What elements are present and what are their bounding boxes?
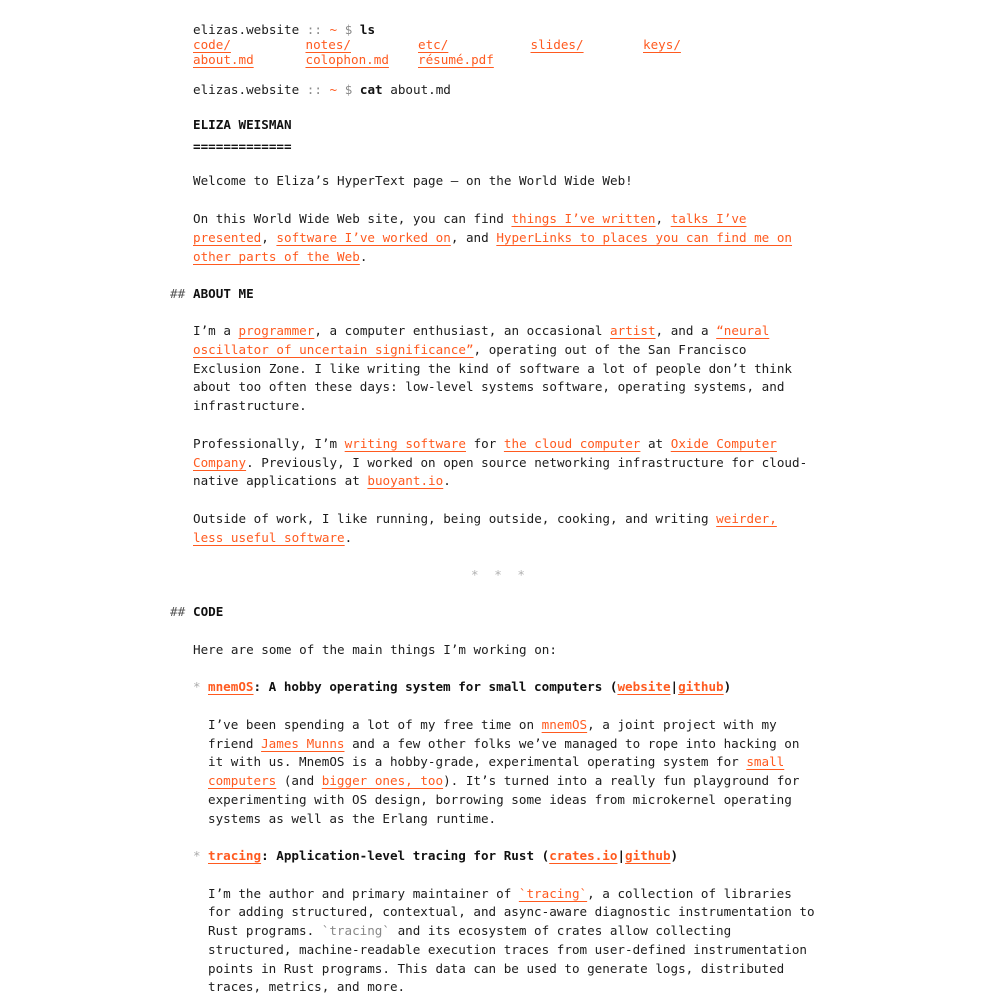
link-small-computers[interactable]: computers xyxy=(208,773,277,788)
link-talks-presented[interactable]: presented xyxy=(193,230,262,245)
about-p2-line-1 xyxy=(193,435,777,454)
prompt-dollar: $ xyxy=(344,22,353,37)
title-underline: ============= xyxy=(193,139,292,154)
mnemos-text: I’ve been spending a lot of my free time on xyxy=(208,717,542,732)
link-neural-oscillator[interactable]: oscillator of uncertain significance” xyxy=(193,342,474,357)
mnemos-text: (and xyxy=(276,773,322,788)
intro-line-3 xyxy=(193,248,367,267)
link-oxide-computer[interactable]: Oxide Computer xyxy=(670,436,777,451)
about-heading: ABOUT ME xyxy=(193,286,254,301)
prompt-tilde: ~ xyxy=(329,22,338,37)
heading-hash: ## xyxy=(170,604,186,619)
link-james-munns[interactable]: James Munns xyxy=(261,736,345,751)
about-text: native applications at xyxy=(193,473,368,488)
mnemos-body-line-5: experimenting with OS design, borrowing some ideas from microkernel operating xyxy=(208,792,792,807)
link-artist[interactable]: artist xyxy=(610,323,656,338)
page-title: ELIZA WEISMAN xyxy=(193,117,292,132)
about-text: , operating out of the San Francisco xyxy=(473,342,747,357)
code-heading-row xyxy=(0,603,1000,622)
tracing-text: Rust programs. xyxy=(208,923,322,938)
cat-argument: about.md xyxy=(390,82,451,97)
tracing-desc: : Application-level tracing for Rust ( xyxy=(261,848,550,863)
about-text: , a computer enthusiast, an occasional xyxy=(314,323,611,338)
link-small-computers[interactable]: small xyxy=(746,754,785,769)
file-link-colophon[interactable]: colophon.md xyxy=(305,52,389,67)
about-text: . Previously, I worked on open source networking infrastructure for cloud- xyxy=(246,455,808,470)
intro-text: On this World Wide Web site, you can find xyxy=(193,211,512,226)
code-heading: CODE xyxy=(193,604,224,619)
tracing-close-paren: ) xyxy=(670,848,679,863)
about-text: , and a xyxy=(655,323,717,338)
link-cloud-computer[interactable]: the cloud computer xyxy=(503,436,641,451)
mnemos-body-line-4 xyxy=(208,772,799,791)
code-intro: Here are some of the main things I’m working on: xyxy=(193,642,557,657)
mnemos-text: friend xyxy=(208,736,262,751)
about-text: at xyxy=(640,436,671,451)
tracing-body-line-5: points in Rust programs. This data can be used to generate logs, distributed xyxy=(208,961,785,976)
intro-line-1 xyxy=(193,210,747,229)
prompt-host: elizas.website xyxy=(193,82,300,97)
link-tracing[interactable]: tracing xyxy=(208,848,262,863)
link-hyperlinks-places[interactable]: HyperLinks to places you can find me on xyxy=(496,230,793,245)
link-tracing-crates-io[interactable]: crates.io xyxy=(549,848,618,863)
inline-code: `tracing` xyxy=(321,923,390,938)
prompt-host: elizas.website xyxy=(193,22,300,37)
tracing-body-line-1 xyxy=(208,885,792,904)
file-link-resume[interactable]: résumé.pdf xyxy=(418,52,494,67)
tracing-text: , a collection of libraries xyxy=(587,886,792,901)
tracing-text: and its ecosystem of crates allow collecting xyxy=(389,923,732,938)
about-p2-line-3 xyxy=(193,472,451,491)
mnemos-body-line-2 xyxy=(208,735,799,754)
mnemos-body-line-3 xyxy=(208,753,784,772)
about-text: Professionally, I’m xyxy=(193,436,345,451)
prompt-separator: :: xyxy=(306,82,322,97)
about-p3-line-2 xyxy=(193,529,352,548)
about-text: for xyxy=(465,436,504,451)
dir-link-code[interactable]: code/ xyxy=(193,37,231,52)
tracing-body-line-4: structured, machine-readable execution traces from user-defined instrumentation xyxy=(208,942,807,957)
list-bullet: * xyxy=(193,679,201,694)
link-programmer[interactable]: programmer xyxy=(238,323,315,338)
heading-hash: ## xyxy=(170,286,186,301)
about-p2-line-2 xyxy=(193,454,807,473)
link-tracing-github[interactable]: github xyxy=(625,848,671,863)
tracing-text: I’m the author and primary maintainer of xyxy=(208,886,519,901)
mnemos-text: and a few other folks we’ve managed to rope into hacking on xyxy=(344,736,800,751)
prompt-separator: :: xyxy=(306,22,322,37)
cat-prompt-line xyxy=(193,81,451,100)
dir-link-keys[interactable]: keys/ xyxy=(643,37,681,52)
mnemos-body-line-1 xyxy=(208,716,777,735)
about-text: . xyxy=(344,530,353,545)
ls-command: ls xyxy=(359,22,376,37)
file-link-about[interactable]: about.md xyxy=(193,52,254,67)
intro-text: , xyxy=(655,211,671,226)
mnemos-text: ). It’s turned into a really fun playground for xyxy=(443,773,800,788)
about-p1-line-4: about too often these days: low-level systems software, operating systems, and xyxy=(193,379,785,394)
about-p1-line-5: infrastructure. xyxy=(193,398,307,413)
mnemos-desc: : A hobby operating system for small computers ( xyxy=(253,679,618,694)
tracing-body-line-6: traces, metrics, and more. xyxy=(208,979,406,994)
link-tracing-inline[interactable]: `tracing` xyxy=(518,886,588,901)
link-things-written[interactable]: things I’ve written xyxy=(511,211,656,226)
section-divider: * * * xyxy=(471,567,529,582)
link-weirder-software[interactable]: less useful software xyxy=(193,530,345,545)
link-mnemos-github[interactable]: github xyxy=(678,679,724,694)
link-oxide-computer[interactable]: Company xyxy=(193,455,247,470)
about-text: . xyxy=(443,473,451,488)
about-p1-line-3: Exclusion Zone. I like writing the kind of software a lot of people don’t think xyxy=(193,361,792,376)
about-p1-line-1 xyxy=(193,322,769,341)
welcome-text: Welcome to Eliza’s HyperText page — on the World Wide Web! xyxy=(193,173,633,188)
link-talks-presented[interactable]: talks I’ve xyxy=(670,211,747,226)
link-mnemos-website[interactable]: website xyxy=(617,679,671,694)
link-mnemos-inline[interactable]: mnemOS xyxy=(541,717,588,732)
about-text: I’m a xyxy=(193,323,239,338)
link-buoyant[interactable]: buoyant.io xyxy=(367,473,444,488)
about-p3-line-1 xyxy=(193,510,777,529)
link-hyperlinks-places[interactable]: other parts of the Web xyxy=(193,249,360,264)
ls-output-row-2 xyxy=(193,51,494,70)
intro-text: , and xyxy=(450,230,497,245)
mnemos-text: , a joint project with my xyxy=(587,717,777,732)
intro-text: . xyxy=(359,249,368,264)
prompt-tilde: ~ xyxy=(329,82,338,97)
link-separator: | xyxy=(670,679,679,694)
intro-text: , xyxy=(261,230,277,245)
tracing-body-line-2: for adding structured, contextual, and async-aware diagnostic instrumentation to xyxy=(208,904,815,919)
link-weirder-software[interactable]: weirder, xyxy=(716,511,777,526)
mnemos-close-paren: ) xyxy=(723,679,732,694)
tracing-body-line-3 xyxy=(208,922,731,941)
tracing-title xyxy=(208,847,678,866)
intro-line-2 xyxy=(193,229,792,248)
list-bullet: * xyxy=(193,848,201,863)
dir-link-slides[interactable]: slides/ xyxy=(530,37,584,52)
link-software-worked-on[interactable]: software I’ve worked on xyxy=(276,230,451,245)
mnemos-title xyxy=(208,678,731,697)
prompt-dollar: $ xyxy=(344,82,353,97)
mnemos-text: it with us. MnemOS is a hobby-grade, experimental operating system for xyxy=(208,754,747,769)
link-mnemos[interactable]: mnemOS xyxy=(208,679,254,694)
link-neural-oscillator[interactable]: “neural xyxy=(716,323,770,338)
dir-link-etc[interactable]: etc/ xyxy=(418,37,449,52)
link-separator: | xyxy=(617,848,626,863)
about-heading-row xyxy=(0,285,1000,304)
mnemos-body-line-6: systems as well as the Erlang runtime. xyxy=(208,811,497,826)
link-writing-software[interactable]: writing software xyxy=(344,436,466,451)
about-text: Outside of work, I like running, being outside, cooking, and writing xyxy=(193,511,717,526)
cat-command: cat xyxy=(359,82,383,97)
link-bigger-ones[interactable]: bigger ones, too xyxy=(321,773,444,788)
dir-link-notes[interactable]: notes/ xyxy=(305,37,351,52)
about-p1-line-2 xyxy=(193,341,747,360)
